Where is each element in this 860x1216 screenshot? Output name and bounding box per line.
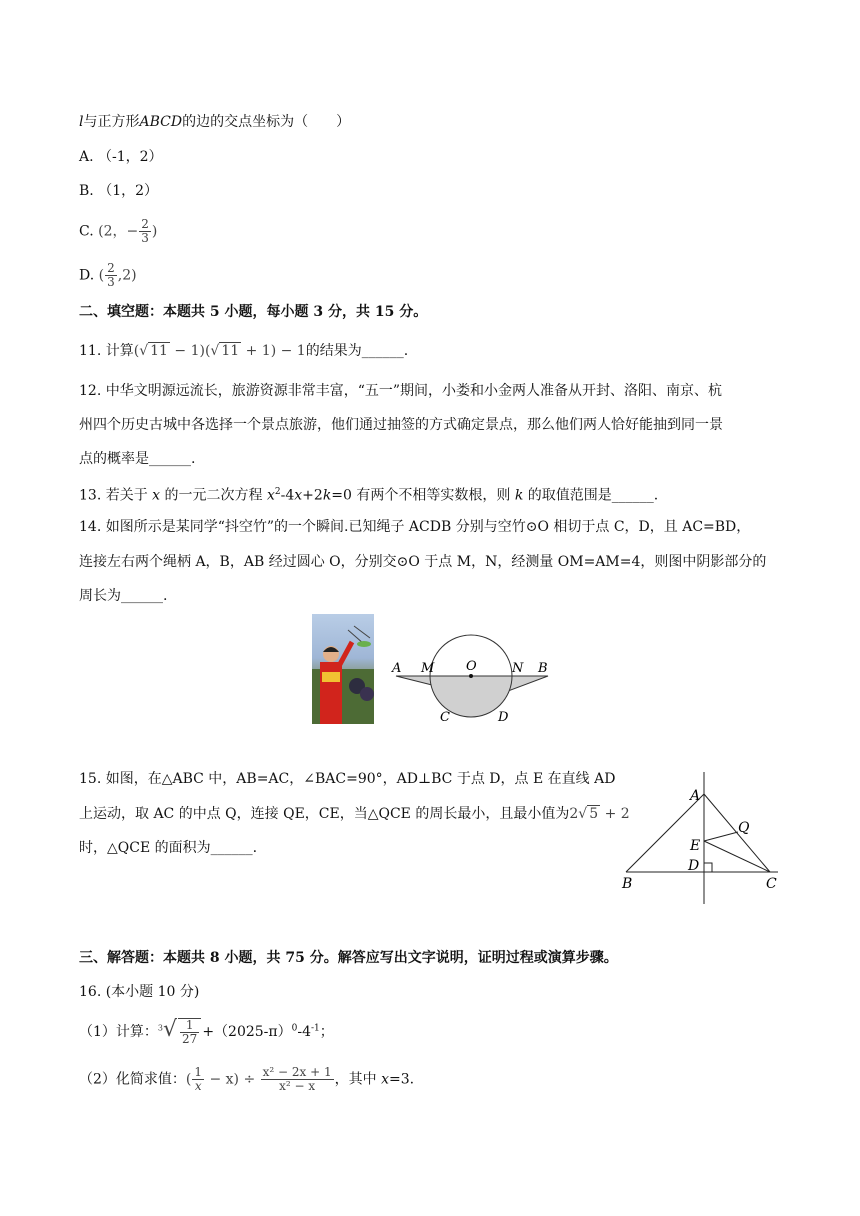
denominator: 3 <box>141 231 149 245</box>
exponent: 0 <box>291 1023 298 1034</box>
radical-sign: √ <box>163 1017 178 1042</box>
numerator: 1 <box>180 1019 199 1033</box>
q16-heading: 16. (本小题 10 分) <box>79 984 200 1000</box>
var-abcd: ABCD <box>139 114 183 130</box>
radicand: 11 <box>150 343 168 359</box>
text: 上运动，取 AC 的中点 Q，连接 QE，CE，当△QCE 的周长最小，且最小值为 <box>79 806 570 822</box>
numerator: 1 <box>194 1065 203 1079</box>
q15-line-2 <box>79 804 630 824</box>
option-c <box>79 218 157 245</box>
math: ( <box>98 267 105 284</box>
right-angle-mark <box>704 863 712 872</box>
var-x: x <box>294 487 303 504</box>
var-x: x <box>152 487 161 504</box>
section-3-heading: 三、解答题：本题共 8 小题，共 75 分。解答应写出文字说明，证明过程或演算步骤。 <box>79 950 618 966</box>
figure-15 <box>618 772 788 907</box>
option-a <box>79 147 163 167</box>
text: 与正方形 <box>83 114 140 130</box>
math: − x) ÷ <box>205 1071 260 1088</box>
fraction <box>192 1066 204 1093</box>
denominator: x² − x <box>279 1079 316 1093</box>
math: ( <box>185 1071 192 1088</box>
math: ( <box>133 343 140 359</box>
text: （2）化简求值： <box>79 1071 186 1088</box>
figure-14 <box>388 652 558 732</box>
segment-qe <box>704 832 738 841</box>
text: 的边的交点坐标为（ ） <box>182 114 351 130</box>
math: ) <box>151 223 158 240</box>
q12-line-2: 州四个历史古城中各选择一个景点旅游，他们通过抽签的方式确定景点，那么他们两人恰好能抽到同一景 <box>79 417 723 433</box>
numerator: 2 <box>141 217 149 231</box>
text: 11. 计算 <box>79 343 134 359</box>
math: − 1)( <box>169 343 211 359</box>
text: -4 <box>280 487 295 504</box>
q10-stem <box>79 112 350 132</box>
text: +2 <box>302 487 323 504</box>
label-b: B <box>622 876 633 892</box>
option-value: （-1，2） <box>98 149 163 165</box>
math: ,2) <box>117 267 137 284</box>
text: +（2025-π） <box>202 1024 292 1040</box>
q13 <box>79 482 658 506</box>
fraction <box>139 218 151 245</box>
center-point <box>469 674 473 678</box>
sqrt-sign: √ <box>139 343 149 359</box>
var-l: l <box>79 114 84 130</box>
label-d: D <box>688 858 700 874</box>
var-x: x <box>266 487 275 504</box>
option-label: A. <box>79 149 94 165</box>
q14-line-3: 周长为______. <box>79 588 168 604</box>
q11 <box>79 341 408 361</box>
q16-part-1 <box>79 1018 334 1046</box>
text: -4 <box>297 1024 311 1040</box>
option-label: D. <box>79 267 95 284</box>
text: 的一元二次方程 <box>160 487 267 504</box>
label-q: Q <box>738 820 750 836</box>
q14-line-1: 14. 如图所示是某同学“抖空竹”的一个瞬间.已知绳子 ACDB 分别与空竹⊙O 相切于点 C，D，且 AC=BD， <box>79 519 751 535</box>
numerator: x² − 2x + 1 <box>262 1065 332 1079</box>
section-2-heading: 二、填空题：本题共 5 小题，每小题 3 分，共 15 分。 <box>79 304 428 320</box>
math: (2，− <box>98 223 139 240</box>
q16-part-2 <box>79 1066 414 1093</box>
radicand: 11 <box>221 343 240 359</box>
option-b <box>79 181 158 201</box>
option-label: C. <box>79 223 94 240</box>
math: 2 <box>569 806 579 822</box>
var-k: k <box>322 487 332 504</box>
text: =3. <box>389 1071 415 1088</box>
root-index: 3 <box>157 1023 164 1033</box>
fraction <box>261 1066 334 1093</box>
text: 的结果为______. <box>305 343 409 359</box>
label-o: O <box>466 659 477 674</box>
label-c: C <box>440 710 450 725</box>
numerator: 2 <box>107 261 115 275</box>
radicand: 5 <box>589 806 599 822</box>
diabolo-photo <box>312 614 374 724</box>
q15-line-3: 时，△QCE 的面积为______. <box>79 840 258 856</box>
denominator: x <box>194 1079 202 1093</box>
photo-illustration <box>312 614 374 724</box>
text: ，其中 <box>334 1071 382 1088</box>
text: （1）计算： <box>79 1024 158 1040</box>
option-value: （1，2） <box>98 183 159 199</box>
math: + 2 <box>600 806 630 822</box>
label-n: N <box>512 661 524 676</box>
text: ； <box>319 1024 334 1040</box>
exponent: -1 <box>311 1023 320 1034</box>
math: + 1) − 1 <box>241 343 306 359</box>
denominator: 27 <box>182 1032 198 1046</box>
text: 有两个不相等实数根，则 <box>351 487 515 504</box>
text: 的取值范围是______. <box>523 487 659 504</box>
sqrt-sign: √ <box>210 343 220 359</box>
text: 13. 若关于 <box>79 487 153 504</box>
var-k: k <box>514 487 524 504</box>
q12-line-1: 12. 中华文明源远流长，旅游资源非常丰富，“五一”期间，小娄和小金两人准备从开封、洛阳、南京、杭 <box>79 383 723 399</box>
text: =0 <box>331 487 352 504</box>
exponent: 2 <box>274 487 281 497</box>
var-x: x <box>381 1071 389 1088</box>
denominator: 3 <box>107 275 115 289</box>
segment-ac <box>704 794 770 872</box>
fraction <box>105 262 117 289</box>
option-label: B. <box>79 183 94 199</box>
label-m: M <box>421 661 435 676</box>
fraction <box>178 1018 201 1046</box>
label-c: C <box>766 876 777 892</box>
segment-ce <box>704 841 770 872</box>
q14-line-2: 连接左右两个绳柄 A，B，AB 经过圆心 O，分别交⊙O 于点 M，N，经测量 OM=AM=4，则图中阴影部分的 <box>79 554 767 570</box>
label-a: A <box>392 661 402 676</box>
q12-line-3: 点的概率是______. <box>79 451 196 467</box>
label-a: A <box>690 788 701 804</box>
option-d <box>79 262 137 289</box>
label-d: D <box>498 710 509 725</box>
label-b: B <box>538 661 548 676</box>
q15-line-1: 15. 如图，在△ABC 中，AB=AC，∠BAC=90°，AD⊥BC 于点 D，点 E 在直线 AD <box>79 771 616 787</box>
sqrt-sign: √ <box>578 806 588 822</box>
label-e: E <box>690 838 701 854</box>
